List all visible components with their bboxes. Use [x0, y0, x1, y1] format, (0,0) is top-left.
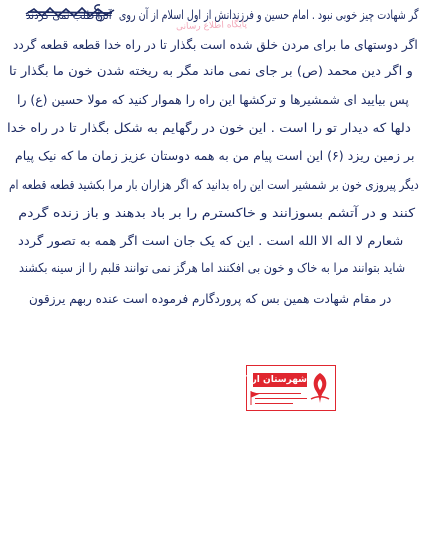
scribble-icon [24, 4, 116, 22]
handwritten-line-8 [15, 202, 415, 222]
handwritten-line-5 [7, 117, 411, 137]
watermark-text: پایگاه اطلاع رسانی [175, 19, 248, 33]
handwritten-line-9 [18, 230, 403, 250]
line-text: شعارم لا اله الا الله است . این که یک جان است اگر همه به تصور گردد [17, 233, 403, 248]
line-text: دیگر پیروزی خون بر شمشیر است این راه بدانید که اگر هزاران بار مرا بکشید قطعه قطعه ام [9, 177, 419, 192]
line-text: اگر دوستهای ما برای مردن خلق شده است بگذار تا در راه خدا قطعه قطعه گردد [13, 37, 418, 52]
handwritten-line-6 [15, 145, 415, 165]
line-text: پس بیایید ای شمشیرها و ترکشها این راه را هموار کنید که مولا حسین (ع) را [17, 92, 409, 107]
handwritten-line-2 [13, 34, 418, 54]
line-text: شاید بتوانند مرا به خاک و خون بی افکنند اما هرگز نمی توانند قلبم را از سینه بکشند [18, 260, 405, 275]
struck-text: آنرا طلب نمی کردند [26, 9, 112, 22]
handwritten-line-7 [9, 174, 419, 194]
handwritten-line-1 [119, 4, 419, 24]
line-text: گر شهادت چیز خوبی نبود . امام حسین و فرزندانش از اول اسلام از آن روی [119, 7, 419, 22]
line-text: بر زمین ریزد (۶) این است پیام من به همه دوستان عزیز زمان ما که نیک پیام [15, 148, 415, 163]
handwritten-line-10 [19, 257, 405, 277]
line-text: کنند و در آتشم بسوزانند و خاکسترم را بر باد بدهند و باز زنده گردم [18, 205, 415, 220]
stamp-rule [255, 393, 301, 394]
stamp-emblem-icon [307, 369, 333, 407]
county-stamp [230, 365, 336, 411]
stamp-rule [255, 403, 293, 404]
stamp-title: شهرستان اردکان [230, 375, 307, 385]
stamp-flag-icon [249, 390, 259, 406]
handwritten-line-3 [9, 60, 413, 80]
stamp-rule [255, 398, 307, 399]
line-text: و اگر دین محمد (ص) بر جای نمی ماند مگر به ریخته شدن خون ما بگذار تا [9, 63, 413, 78]
handwritten-line-11 [29, 288, 391, 308]
handwritten-line-4 [17, 89, 409, 109]
line-text: دلها که دیدار تو را است . این خون در رگهایم به شکل بگذار تا در راه خدا [7, 120, 411, 135]
line-text: در مقام شهادت همین بس که پروردگارم فرموده است عنده ربهم یرزقون [28, 291, 391, 306]
